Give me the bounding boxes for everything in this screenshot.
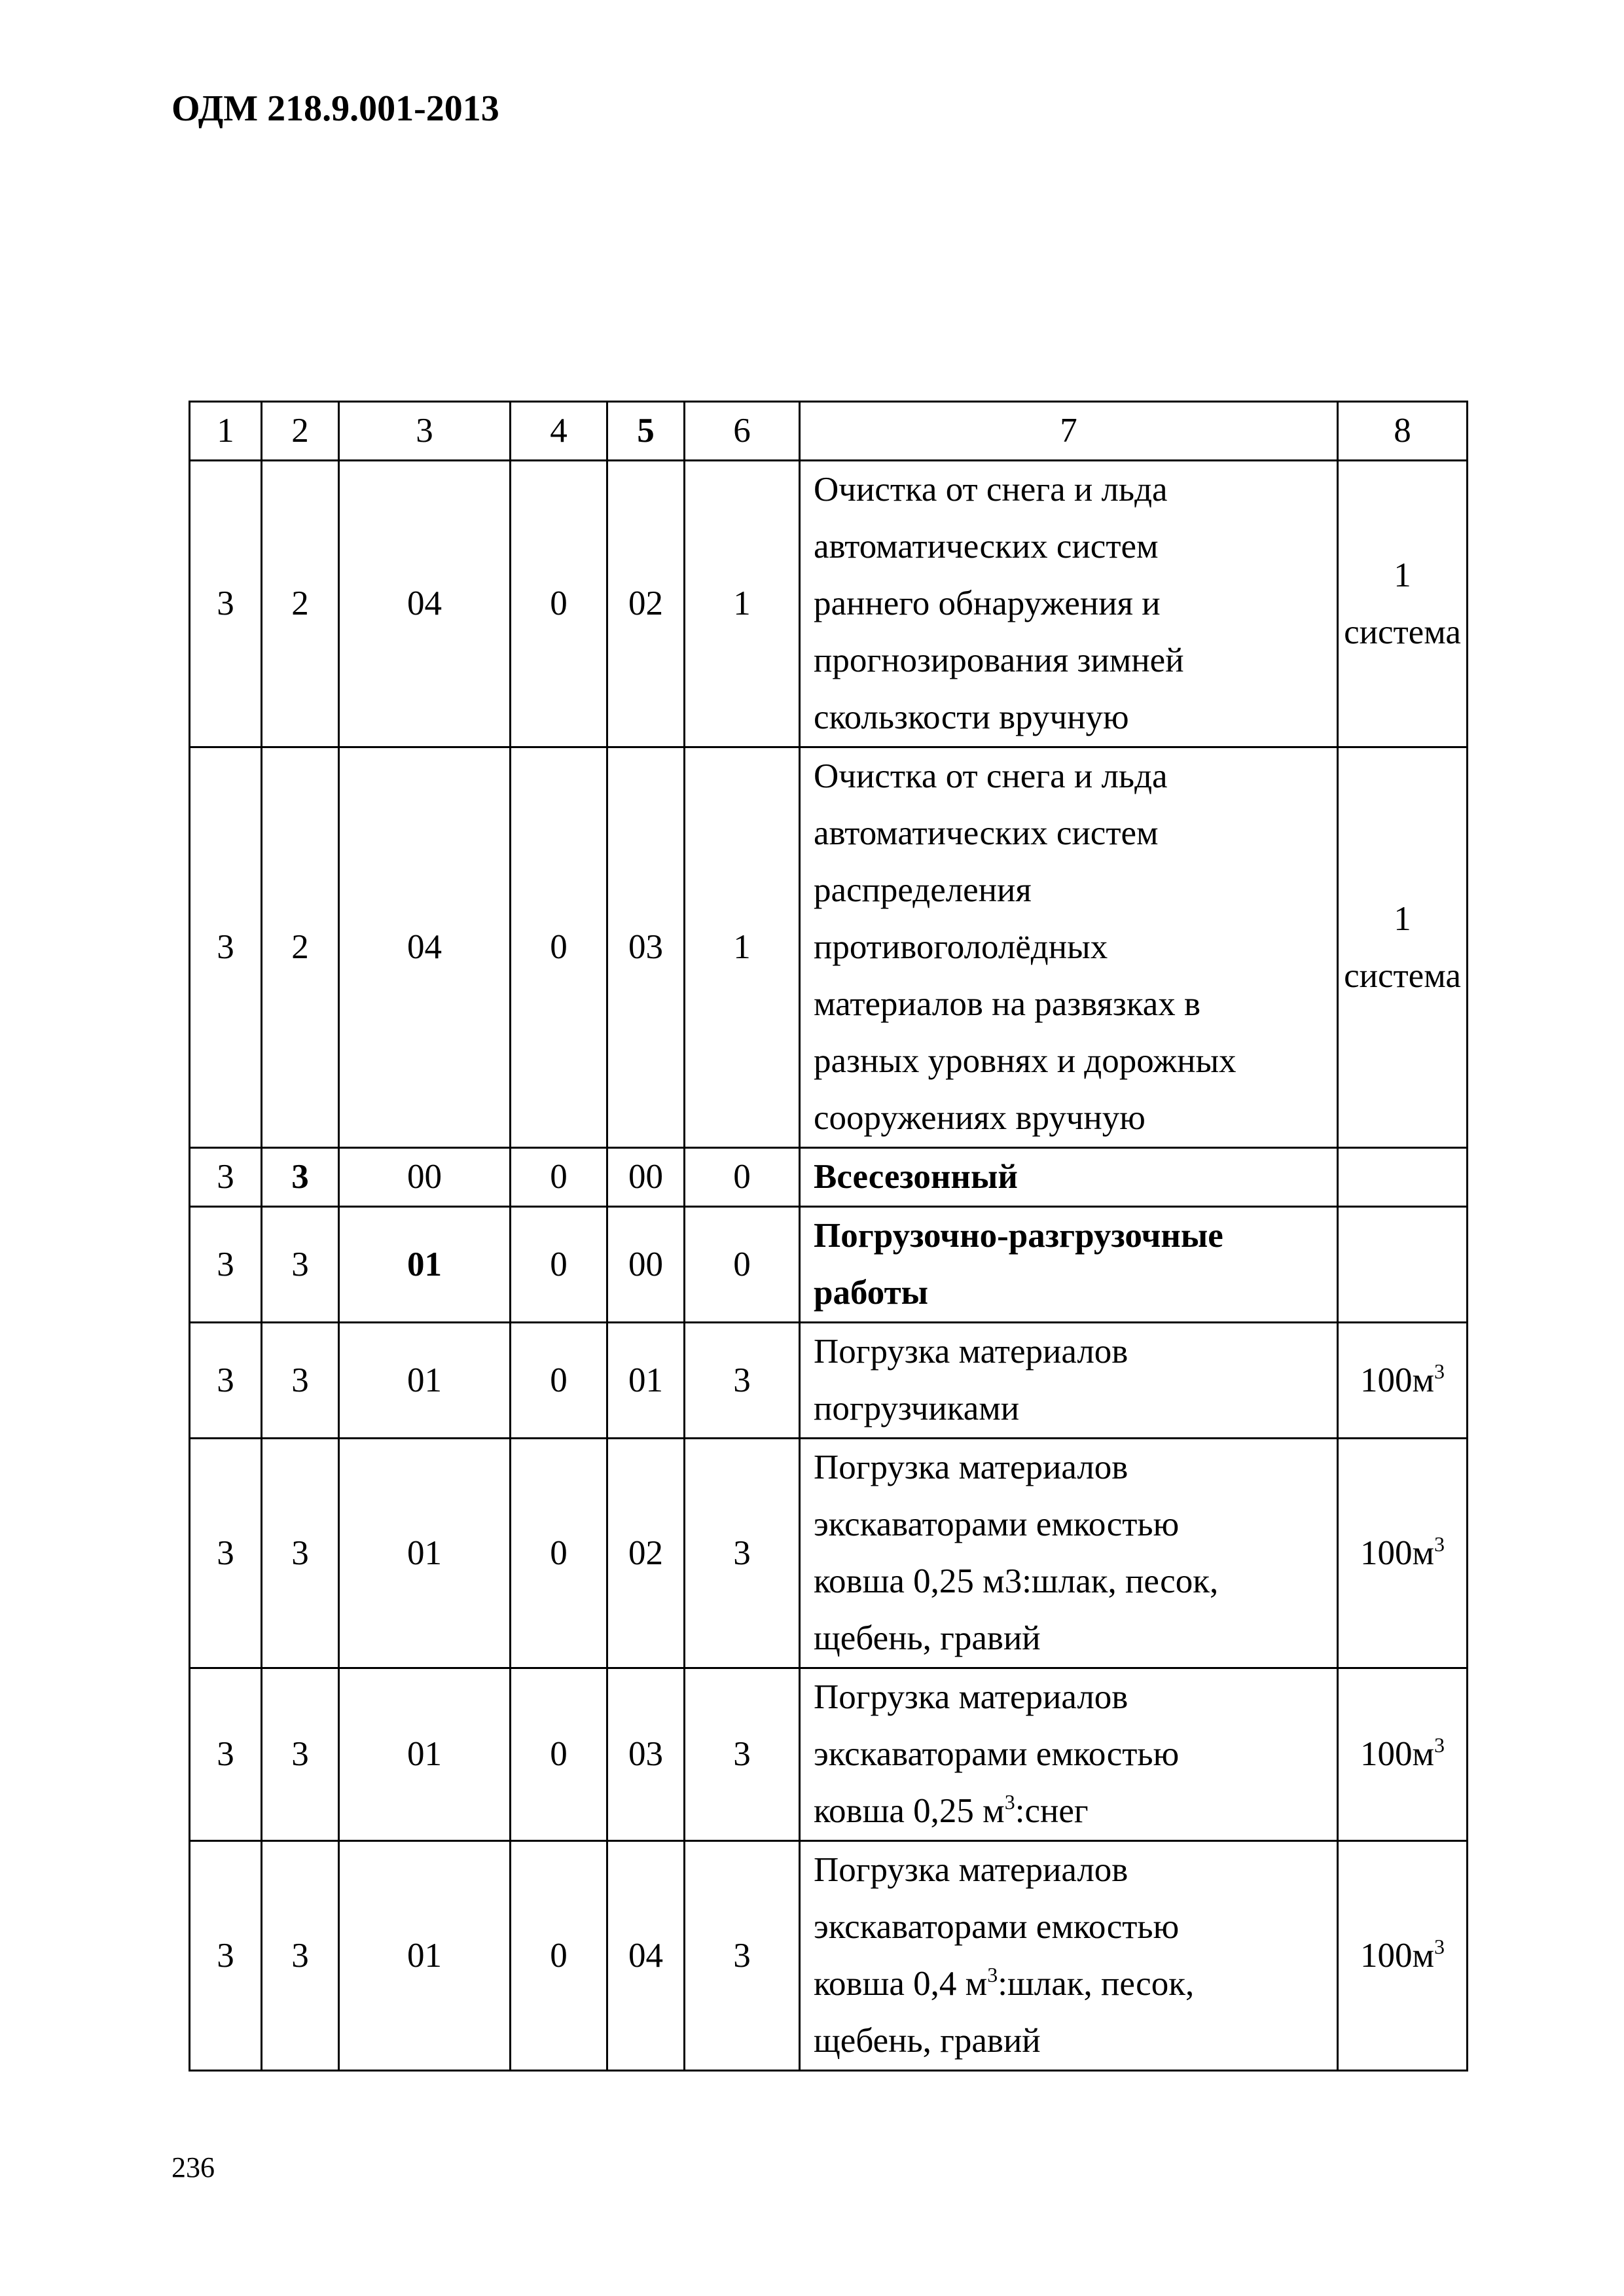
code-cell: 3: [262, 1148, 339, 1207]
code-cell: 0: [685, 1207, 800, 1323]
code-cell: 0: [511, 1439, 607, 1668]
unit-cell: [1338, 1323, 1468, 1439]
code-cell: 01: [339, 1323, 511, 1439]
code-cell: 03: [607, 1668, 685, 1841]
code-cell: 2: [262, 747, 339, 1148]
table-row: [190, 1841, 1468, 2071]
description-exponent: 3: [1004, 1790, 1015, 1814]
code-cell: 3: [262, 1323, 339, 1439]
unit-base: 100м: [1360, 1735, 1435, 1773]
code-cell: 3: [190, 1668, 262, 1841]
description-line: разных уровнях и дорожных: [814, 1042, 1236, 1080]
column-number-row: [190, 402, 1468, 461]
description-cell: [800, 461, 1338, 747]
description-line: экскаваторами емкостью: [814, 1505, 1180, 1543]
unit-base: 100м: [1360, 1936, 1435, 1975]
description-cell: [800, 1439, 1338, 1668]
description-text: ковша 0,25 м: [814, 1792, 1005, 1830]
unit-cell: [1338, 1207, 1468, 1323]
code-cell: 0: [511, 747, 607, 1148]
table-row: [190, 461, 1468, 747]
column-number: 5: [607, 402, 685, 461]
code-cell: 02: [607, 1439, 685, 1668]
column-number: 8: [1338, 402, 1468, 461]
description-line: ковша 0,25 м3:шлак, песок,: [814, 1562, 1219, 1600]
description-line: экскаваторами емкостью: [814, 1908, 1180, 1946]
column-number: 4: [511, 402, 607, 461]
code-cell: 3: [262, 1207, 339, 1323]
code-cell: 3: [262, 1439, 339, 1668]
description-line: материалов на развязках в: [814, 985, 1201, 1023]
document-code: ОДМ 218.9.001-2013: [171, 88, 499, 129]
unit-exponent: 3: [1434, 1359, 1445, 1383]
table-row: [190, 1668, 1468, 1841]
code-cell: 3: [685, 1668, 800, 1841]
code-cell: 3: [190, 1841, 262, 2071]
description-cell: [800, 1207, 1338, 1323]
description-line: противогололёдных: [814, 928, 1108, 966]
description-line: прогнозирования зимней: [814, 641, 1184, 679]
description-line: раннего обнаружения и: [814, 584, 1161, 622]
code-cell: 03: [607, 747, 685, 1148]
unit-base: 100м: [1360, 1361, 1435, 1399]
description-cell: Всесезонный: [800, 1148, 1338, 1207]
code-cell: 0: [511, 1207, 607, 1323]
code-cell: 0: [511, 1841, 607, 2071]
description-cell: [800, 1668, 1338, 1841]
description-line: автоматических систем: [814, 528, 1159, 565]
description-line: автоматических систем: [814, 814, 1159, 852]
description-line: Погрузка материалов: [814, 1333, 1128, 1371]
column-number: 7: [800, 402, 1338, 461]
code-cell: 00: [339, 1148, 511, 1207]
column-number: 2: [262, 402, 339, 461]
description-line: Погрузочно-разгрузочные: [814, 1217, 1223, 1255]
code-cell: 01: [339, 1841, 511, 2071]
description-line: экскаваторами емкостью: [814, 1735, 1180, 1773]
code-cell: 00: [607, 1207, 685, 1323]
description-cell: [800, 1841, 1338, 2071]
description-text: :шлак, песок,: [998, 1965, 1195, 2003]
code-cell: 3: [262, 1668, 339, 1841]
code-cell: 0: [511, 1668, 607, 1841]
table-row: [190, 1148, 1468, 1207]
description-exponent: 3: [987, 1963, 998, 1986]
description-line: Очистка от снега и льда: [814, 757, 1168, 795]
code-cell: 04: [339, 461, 511, 747]
code-cell: 00: [607, 1148, 685, 1207]
column-number: 6: [685, 402, 800, 461]
code-cell: 3: [190, 1323, 262, 1439]
code-cell: 0: [511, 461, 607, 747]
code-cell: 3: [190, 747, 262, 1148]
code-cell: 2: [262, 461, 339, 747]
description-text: :снег: [1015, 1792, 1089, 1830]
unit-exponent: 3: [1434, 1934, 1445, 1958]
unit-cell: [1338, 1148, 1468, 1207]
classifier-table: [189, 401, 1468, 2072]
column-number: 1: [190, 402, 262, 461]
code-cell: 02: [607, 461, 685, 747]
code-cell: 3: [190, 461, 262, 747]
unit-cell: [1338, 461, 1468, 747]
table-row: [190, 1207, 1468, 1323]
table-row: [190, 1439, 1468, 1668]
code-cell: 3: [685, 1323, 800, 1439]
code-cell: 3: [190, 1148, 262, 1207]
code-cell: 3: [190, 1207, 262, 1323]
description-line: Погрузка материалов: [814, 1678, 1128, 1716]
table-row: [190, 747, 1468, 1148]
description-text: ковша 0,4 м: [814, 1965, 988, 2003]
code-cell: 0: [685, 1148, 800, 1207]
code-cell: 3: [190, 1439, 262, 1668]
code-cell: 04: [607, 1841, 685, 2071]
code-cell: 3: [685, 1841, 800, 2071]
code-cell: 3: [262, 1841, 339, 2071]
description-line: щебень, гравий: [814, 1619, 1041, 1657]
description-line: [814, 1956, 1330, 2013]
description-line: щебень, гравий: [814, 2022, 1041, 2060]
table-row: [190, 1323, 1468, 1439]
page-number: 236: [171, 2151, 215, 2183]
unit-number: 1: [1394, 556, 1411, 594]
description-line: погрузчиками: [814, 1390, 1020, 1427]
description-line: [814, 1783, 1330, 1840]
description-cell: [800, 747, 1338, 1148]
unit-exponent: 3: [1434, 1532, 1445, 1556]
unit-word: система: [1344, 956, 1461, 995]
code-cell: 01: [607, 1323, 685, 1439]
unit-word: система: [1344, 613, 1461, 651]
unit-base: 100м: [1360, 1534, 1435, 1572]
code-cell: 01: [339, 1207, 511, 1323]
unit-number: 1: [1394, 899, 1411, 938]
unit-cell: [1338, 1668, 1468, 1841]
code-cell: 01: [339, 1668, 511, 1841]
code-cell: 1: [685, 747, 800, 1148]
code-cell: 0: [511, 1148, 607, 1207]
code-cell: 0: [511, 1323, 607, 1439]
code-cell: 01: [339, 1439, 511, 1668]
description-line: работы: [814, 1274, 928, 1312]
unit-cell: [1338, 1439, 1468, 1668]
unit-exponent: 3: [1434, 1733, 1445, 1757]
code-cell: 04: [339, 747, 511, 1148]
description-line: скользкости вручную: [814, 698, 1129, 736]
code-cell: 1: [685, 461, 800, 747]
description-line: Погрузка материалов: [814, 1851, 1128, 1889]
unit-cell: [1338, 1841, 1468, 2071]
description-line: распределения: [814, 871, 1032, 909]
description-cell: [800, 1323, 1338, 1439]
unit-cell: [1338, 747, 1468, 1148]
description-line: Погрузка материалов: [814, 1448, 1128, 1486]
code-cell: 3: [685, 1439, 800, 1668]
description-line: сооружениях вручную: [814, 1099, 1146, 1137]
description-line: Очистка от снега и льда: [814, 471, 1168, 509]
column-number: 3: [339, 402, 511, 461]
